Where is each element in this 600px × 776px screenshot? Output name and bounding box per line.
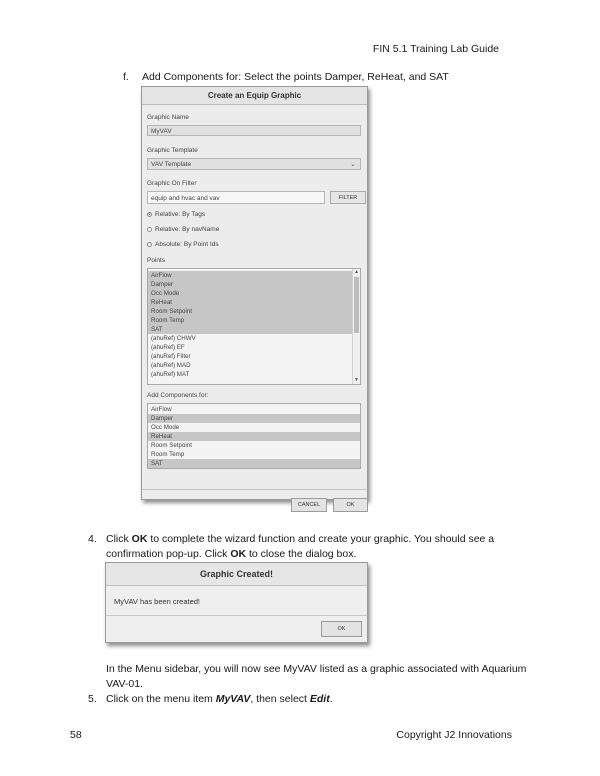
points-list [148,271,352,379]
list-item[interactable]: SAT [148,459,360,468]
list-item[interactable]: Occ Mode [151,424,180,431]
graphic-template-select[interactable] [147,158,361,170]
list-item[interactable]: Room Temp [151,451,185,458]
step5-text: Click on the menu item MyVAV, then select Edit. [106,693,333,705]
step5-number: 5. [88,693,97,705]
ok-button[interactable]: OK [333,498,368,512]
page-number: 58 [70,729,82,741]
points-listbox[interactable] [147,268,361,385]
dialog-footer-divider [142,489,367,490]
chevron-down-icon: ⌄ [350,161,356,168]
radio-relative-tags[interactable]: Relative: By Tags [147,211,205,218]
step4-line2: confirmation pop-up. Click OK to close the dialog box. [106,548,357,560]
list-item[interactable]: Occ Mode [148,289,352,298]
step4-number: 4. [88,533,97,545]
menu-note-line2: VAV-01. [106,678,143,690]
list-item[interactable]: Room Temp [148,316,352,325]
step-f-text: Add Components for: Select the points Damper, ReHeat, and SAT [142,71,449,83]
step-f-label: f. [123,71,129,83]
radio-absolute-point-ids[interactable]: Absolute: By Point Ids [147,241,219,248]
graphic-template-label: Graphic Template [147,147,198,154]
points-label: Points [147,257,166,264]
scroll-thumb[interactable] [354,277,359,333]
list-item[interactable]: AirFlow [148,271,352,280]
copyright: Copyright J2 Innovations [396,729,512,741]
dialog-footer-divider [106,615,367,616]
ok-button[interactable]: OK [321,621,362,637]
list-item[interactable]: (ahuRef) MAT [151,371,190,378]
radio-unselected-icon [147,227,152,232]
list-item[interactable]: Damper [148,414,360,423]
page-header: FIN 5.1 Training Lab Guide [372,43,499,55]
list-item[interactable]: (ahuRef) EF [151,344,185,351]
graphic-name-input[interactable]: MyVAV [147,125,361,136]
components-label: Add Components for: [147,392,209,399]
radio-selected-icon [147,212,152,217]
radio-relative-navname[interactable]: Relative: By navName [147,226,219,233]
list-item[interactable]: (ahuRef) MAD [151,362,191,369]
components-list [148,405,360,468]
dialog-message: MyVAV has been created! [114,597,201,606]
filter-input[interactable]: equip and hvac and vav [147,191,325,204]
scroll-up-icon[interactable]: ▲ [354,269,359,275]
filter-label: Graphic On Filter [147,180,197,187]
graphic-created-dialog [105,562,368,643]
create-equip-graphic-dialog [141,86,368,508]
graphic-name-label: Graphic Name [147,114,189,121]
list-item[interactable]: Room Setpoint [148,307,352,316]
radio-unselected-icon [147,242,152,247]
step-f [123,71,449,83]
list-item[interactable]: ReHeat [148,432,360,441]
menu-note-line1: In the Menu sidebar, you will now see MyVAV listed as a graphic associated with Aquarium [106,663,527,675]
components-listbox[interactable] [147,403,361,469]
list-item[interactable]: Room Setpoint [151,442,192,449]
dialog-title: Create an Equip Graphic [142,87,367,105]
list-item[interactable]: (ahuRef) CHWV [151,335,196,342]
list-item[interactable]: ReHeat [148,298,352,307]
dialog-title: Graphic Created! [106,563,367,586]
list-item[interactable]: Damper [148,280,352,289]
filter-button[interactable]: FILTER [330,191,366,204]
step4-line1: Click OK to complete the wizard function and create your graphic. You should see a [106,533,495,545]
graphic-template-value: VAV Template [151,161,192,168]
list-item[interactable]: SAT [148,325,352,334]
points-scrollbar[interactable] [352,269,360,384]
scroll-down-icon[interactable]: ▼ [354,377,359,383]
cancel-button[interactable]: CANCEL [291,498,327,512]
list-item[interactable]: AirFlow [151,406,172,413]
list-item[interactable]: (ahuRef) Filter [151,353,191,360]
